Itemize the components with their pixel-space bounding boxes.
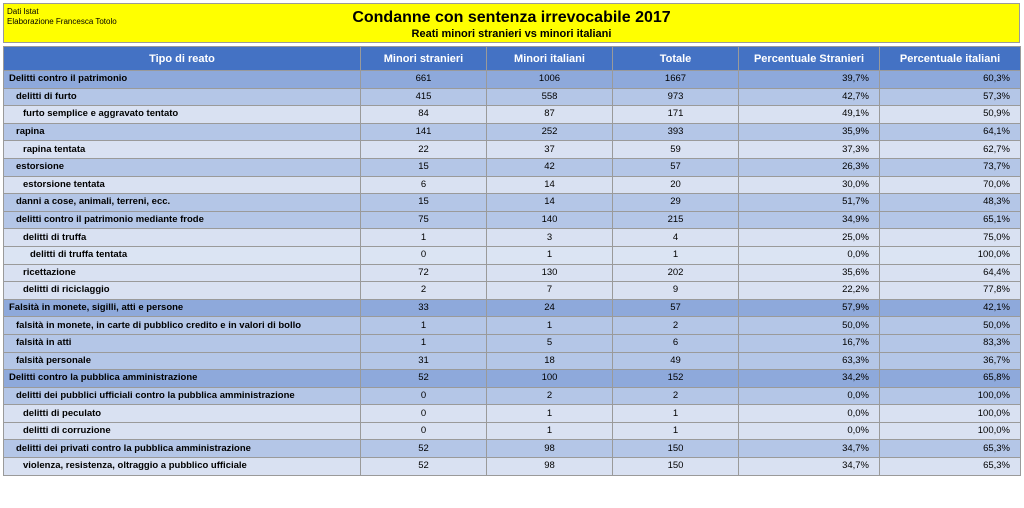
cell-percentuale-stranieri: 34,2% (739, 370, 880, 388)
cell-minori-stranieri: 2 (361, 282, 487, 300)
cell-percentuale-stranieri: 0,0% (739, 246, 880, 264)
cell-minori-stranieri: 75 (361, 211, 487, 229)
cell-percentuale-stranieri: 51,7% (739, 194, 880, 212)
cell-percentuale-italiani: 70,0% (880, 176, 1021, 194)
crime-table (3, 46, 1021, 476)
cell-minori-italiani: 18 (487, 352, 613, 370)
cell-percentuale-stranieri: 35,9% (739, 123, 880, 141)
cell-percentuale-stranieri: 16,7% (739, 334, 880, 352)
cell-minori-stranieri: 1 (361, 334, 487, 352)
cell-totale: 2 (613, 317, 739, 335)
cell-minori-stranieri: 6 (361, 176, 487, 194)
cell-percentuale-italiani: 62,7% (880, 141, 1021, 159)
table-row (4, 211, 1021, 229)
table-row (4, 246, 1021, 264)
cell-minori-stranieri: 0 (361, 246, 487, 264)
cell-tipo: delitti di furto (4, 88, 361, 106)
cell-totale: 973 (613, 88, 739, 106)
cell-tipo: ricettazione (4, 264, 361, 282)
cell-totale: 171 (613, 106, 739, 124)
cell-minori-italiani: 87 (487, 106, 613, 124)
cell-percentuale-stranieri: 35,6% (739, 264, 880, 282)
cell-tipo: falsità in atti (4, 334, 361, 352)
cell-minori-italiani: 98 (487, 440, 613, 458)
table-row (4, 264, 1021, 282)
spreadsheet (3, 3, 1020, 476)
cell-minori-stranieri: 415 (361, 88, 487, 106)
table-body (4, 71, 1021, 476)
cell-minori-italiani: 130 (487, 264, 613, 282)
table-row (4, 317, 1021, 335)
cell-totale: 57 (613, 299, 739, 317)
cell-minori-italiani: 252 (487, 123, 613, 141)
column-header-totale: Totale (613, 47, 739, 71)
cell-percentuale-stranieri: 30,0% (739, 176, 880, 194)
cell-totale: 202 (613, 264, 739, 282)
cell-totale: 2 (613, 387, 739, 405)
cell-tipo: danni a cose, animali, terreni, ecc. (4, 194, 361, 212)
cell-minori-italiani: 140 (487, 211, 613, 229)
cell-tipo: delitti dei privati contro la pubblica amministrazione (4, 440, 361, 458)
cell-minori-italiani: 100 (487, 370, 613, 388)
cell-tipo: furto semplice e aggravato tentato (4, 106, 361, 124)
cell-percentuale-stranieri: 34,7% (739, 440, 880, 458)
cell-percentuale-italiani: 50,9% (880, 106, 1021, 124)
cell-totale: 1667 (613, 71, 739, 89)
cell-minori-italiani: 1 (487, 422, 613, 440)
table-row (4, 141, 1021, 159)
cell-totale: 57 (613, 158, 739, 176)
cell-minori-stranieri: 52 (361, 370, 487, 388)
cell-minori-italiani: 24 (487, 299, 613, 317)
cell-percentuale-italiani: 57,3% (880, 88, 1021, 106)
cell-minori-stranieri: 1 (361, 229, 487, 247)
cell-tipo: Falsità in monete, sigilli, atti e persone (4, 299, 361, 317)
cell-totale: 6 (613, 334, 739, 352)
cell-minori-stranieri: 52 (361, 458, 487, 476)
cell-tipo: falsità personale (4, 352, 361, 370)
cell-percentuale-italiani: 60,3% (880, 71, 1021, 89)
cell-minori-stranieri: 0 (361, 405, 487, 423)
cell-percentuale-stranieri: 26,3% (739, 158, 880, 176)
table-row (4, 194, 1021, 212)
cell-percentuale-italiani: 100,0% (880, 387, 1021, 405)
cell-percentuale-italiani: 64,4% (880, 264, 1021, 282)
cell-minori-stranieri: 22 (361, 141, 487, 159)
cell-tipo: delitti contro il patrimonio mediante frode (4, 211, 361, 229)
cell-totale: 1 (613, 422, 739, 440)
cell-totale: 49 (613, 352, 739, 370)
cell-totale: 4 (613, 229, 739, 247)
cell-tipo: Delitti contro la pubblica amministrazione (4, 370, 361, 388)
cell-percentuale-italiani: 65,3% (880, 458, 1021, 476)
cell-totale: 20 (613, 176, 739, 194)
cell-minori-stranieri: 0 (361, 387, 487, 405)
title-banner (3, 3, 1020, 43)
cell-minori-italiani: 98 (487, 458, 613, 476)
cell-percentuale-italiani: 65,8% (880, 370, 1021, 388)
cell-percentuale-italiani: 83,3% (880, 334, 1021, 352)
table-row (4, 422, 1021, 440)
cell-tipo: rapina tentata (4, 141, 361, 159)
cell-minori-stranieri: 0 (361, 422, 487, 440)
cell-tipo: estorsione (4, 158, 361, 176)
cell-percentuale-italiani: 50,0% (880, 317, 1021, 335)
cell-tipo: violenza, resistenza, oltraggio a pubblico ufficiale (4, 458, 361, 476)
cell-totale: 1 (613, 246, 739, 264)
table-row (4, 88, 1021, 106)
cell-percentuale-italiani: 65,1% (880, 211, 1021, 229)
cell-percentuale-italiani: 36,7% (880, 352, 1021, 370)
table-row (4, 123, 1021, 141)
column-header-tipo: Tipo di reato (4, 47, 361, 71)
cell-totale: 1 (613, 405, 739, 423)
cell-tipo: estorsione tentata (4, 176, 361, 194)
cell-minori-stranieri: 15 (361, 158, 487, 176)
table-row (4, 176, 1021, 194)
cell-percentuale-stranieri: 0,0% (739, 405, 880, 423)
cell-minori-italiani: 2 (487, 387, 613, 405)
cell-minori-stranieri: 15 (361, 194, 487, 212)
table-row (4, 458, 1021, 476)
cell-minori-italiani: 5 (487, 334, 613, 352)
cell-minori-stranieri: 1 (361, 317, 487, 335)
cell-percentuale-stranieri: 34,9% (739, 211, 880, 229)
table-row (4, 299, 1021, 317)
table-row (4, 229, 1021, 247)
table-row (4, 387, 1021, 405)
source-line-2: Elaborazione Francesca Totolo (7, 17, 117, 26)
table-row (4, 352, 1021, 370)
cell-minori-stranieri: 72 (361, 264, 487, 282)
cell-percentuale-italiani: 73,7% (880, 158, 1021, 176)
cell-percentuale-stranieri: 37,3% (739, 141, 880, 159)
cell-percentuale-italiani: 64,1% (880, 123, 1021, 141)
cell-percentuale-italiani: 100,0% (880, 422, 1021, 440)
cell-minori-italiani: 42 (487, 158, 613, 176)
cell-minori-stranieri: 33 (361, 299, 487, 317)
column-header-pct-stranieri: Percentuale Stranieri (739, 47, 880, 71)
cell-totale: 59 (613, 141, 739, 159)
cell-minori-italiani: 1 (487, 405, 613, 423)
source-line-1: Dati Istat (7, 7, 39, 16)
table-row (4, 440, 1021, 458)
cell-tipo: delitti di riciclaggio (4, 282, 361, 300)
cell-minori-stranieri: 84 (361, 106, 487, 124)
cell-tipo: delitti di truffa (4, 229, 361, 247)
cell-percentuale-italiani: 100,0% (880, 405, 1021, 423)
cell-tipo: delitti di truffa tentata (4, 246, 361, 264)
column-header-stranieri: Minori stranieri (361, 47, 487, 71)
cell-minori-italiani: 1 (487, 317, 613, 335)
cell-tipo: delitti di peculato (4, 405, 361, 423)
cell-totale: 152 (613, 370, 739, 388)
cell-minori-italiani: 14 (487, 194, 613, 212)
cell-percentuale-stranieri: 39,7% (739, 71, 880, 89)
column-header-pct-italiani: Percentuale italiani (880, 47, 1021, 71)
cell-minori-italiani: 558 (487, 88, 613, 106)
cell-percentuale-italiani: 75,0% (880, 229, 1021, 247)
cell-totale: 150 (613, 458, 739, 476)
column-header-italiani: Minori italiani (487, 47, 613, 71)
cell-percentuale-stranieri: 42,7% (739, 88, 880, 106)
table-row (4, 334, 1021, 352)
cell-minori-stranieri: 52 (361, 440, 487, 458)
cell-minori-italiani: 3 (487, 229, 613, 247)
cell-minori-italiani: 1 (487, 246, 613, 264)
cell-percentuale-stranieri: 25,0% (739, 229, 880, 247)
table-row (4, 282, 1021, 300)
cell-minori-stranieri: 661 (361, 71, 487, 89)
cell-tipo: delitti dei pubblici ufficiali contro la pubblica amministrazione (4, 387, 361, 405)
cell-percentuale-stranieri: 0,0% (739, 422, 880, 440)
cell-tipo: delitti di corruzione (4, 422, 361, 440)
cell-totale: 150 (613, 440, 739, 458)
cell-minori-italiani: 37 (487, 141, 613, 159)
cell-percentuale-stranieri: 22,2% (739, 282, 880, 300)
cell-tipo: falsità in monete, in carte di pubblico credito e in valori di bollo (4, 317, 361, 335)
cell-percentuale-italiani: 48,3% (880, 194, 1021, 212)
cell-percentuale-italiani: 100,0% (880, 246, 1021, 264)
cell-percentuale-stranieri: 34,7% (739, 458, 880, 476)
table-header-row (4, 47, 1021, 71)
table-row (4, 370, 1021, 388)
cell-percentuale-stranieri: 50,0% (739, 317, 880, 335)
cell-minori-italiani: 7 (487, 282, 613, 300)
cell-minori-stranieri: 31 (361, 352, 487, 370)
cell-tipo: Delitti contro il patrimonio (4, 71, 361, 89)
table-row (4, 106, 1021, 124)
cell-percentuale-italiani: 77,8% (880, 282, 1021, 300)
table-row (4, 71, 1021, 89)
cell-totale: 9 (613, 282, 739, 300)
cell-percentuale-stranieri: 57,9% (739, 299, 880, 317)
cell-percentuale-stranieri: 0,0% (739, 387, 880, 405)
cell-tipo: rapina (4, 123, 361, 141)
cell-totale: 393 (613, 123, 739, 141)
cell-totale: 215 (613, 211, 739, 229)
table-row (4, 405, 1021, 423)
cell-totale: 29 (613, 194, 739, 212)
cell-minori-stranieri: 141 (361, 123, 487, 141)
cell-percentuale-stranieri: 63,3% (739, 352, 880, 370)
cell-minori-italiani: 14 (487, 176, 613, 194)
page-subtitle: Reati minori stranieri vs minori italiani (411, 28, 612, 40)
cell-minori-italiani: 1006 (487, 71, 613, 89)
page-title: Condanne con sentenza irrevocabile 2017 (352, 9, 671, 26)
cell-percentuale-stranieri: 49,1% (739, 106, 880, 124)
cell-percentuale-italiani: 65,3% (880, 440, 1021, 458)
cell-percentuale-italiani: 42,1% (880, 299, 1021, 317)
table-row (4, 158, 1021, 176)
